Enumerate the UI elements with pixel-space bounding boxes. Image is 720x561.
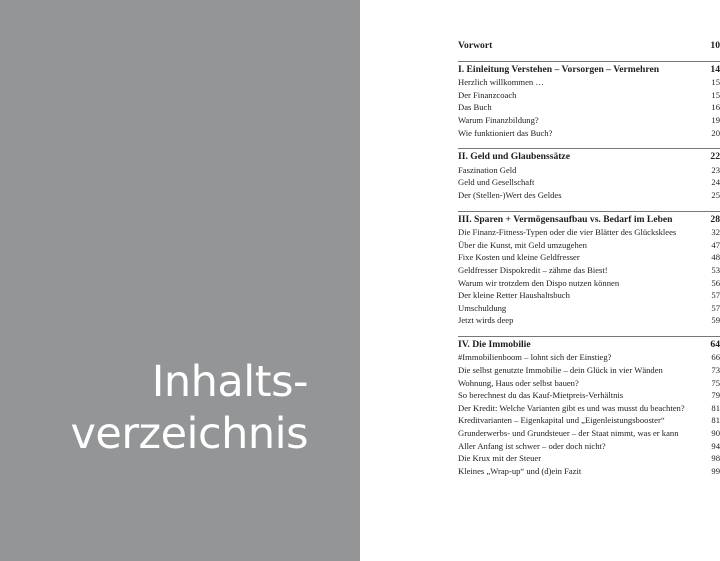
toc-entry: [458, 402, 720, 415]
section-title: I. Einleitung Verstehen – Vorsorgen – Vermehren: [458, 63, 660, 75]
title-line-2: verzeichnis: [70, 409, 308, 459]
entry-page: 57: [711, 290, 720, 301]
entry-page: 66: [711, 352, 720, 363]
toc-entry: [458, 277, 720, 290]
toc-section-heading: [458, 339, 720, 352]
toc-entry: [458, 289, 720, 302]
title-line-1: Inhalts-: [151, 357, 308, 407]
entry-title: Geld und Gesellschaft: [458, 177, 535, 188]
entry-page: 32: [711, 227, 720, 238]
toc-entry: [458, 226, 720, 239]
entry-page: 47: [711, 239, 720, 250]
entry-page: 98: [711, 453, 720, 464]
entry-page: 48: [711, 252, 720, 263]
toc-entry: [458, 440, 720, 453]
toc-entry: [458, 176, 720, 189]
entry-page: 75: [711, 377, 720, 388]
toc-section-heading: [458, 214, 720, 227]
toc-entry: [458, 427, 720, 440]
entry-title: Die Finanz-Fitness-Typen oder die vier Blätter des Glücksklees: [458, 227, 677, 238]
entry-title: Das Buch: [458, 102, 492, 113]
entry-page: 81: [711, 402, 720, 413]
entry-title: Warum wir trotzdem den Dispo nutzen können: [458, 277, 620, 288]
entry-title: Der Kredit: Welche Varianten gibt es und was musst du beachten?: [458, 402, 685, 413]
entry-title: Wohnung, Haus oder selbst bauen?: [458, 377, 579, 388]
section-title: II. Geld und Glaubenssätze: [458, 151, 570, 163]
section-page: 22: [710, 151, 720, 163]
entry-title: Der kleine Retter Haushaltsbuch: [458, 290, 570, 301]
toc-entry: [458, 101, 720, 114]
entry-page: 73: [711, 365, 720, 376]
entry-page: 57: [711, 302, 720, 313]
section-title: IV. Die Immobilie: [458, 338, 531, 350]
toc-entry: [458, 76, 720, 89]
toc-entry: [458, 189, 720, 202]
toc-entry: [458, 364, 720, 377]
toc-entry: [458, 89, 720, 102]
toc-entry: [458, 127, 720, 140]
entry-title: Der (Stellen-)Wert des Geldes: [458, 189, 562, 200]
entry-title: Fixe Kosten und kleine Geldfresser: [458, 252, 580, 263]
toc-entry: [458, 114, 720, 127]
entry-title: #Immobilienboom – lohnt sich der Einstieg?: [458, 352, 612, 363]
entry-page: 16: [711, 102, 720, 113]
entry-page: 81: [711, 415, 720, 426]
entry-title: Faszination Geld: [458, 164, 517, 175]
entry-title: Umschuldung: [458, 302, 507, 313]
table-of-contents: [458, 40, 720, 477]
entry-page: 15: [711, 89, 720, 100]
section-divider: [458, 336, 720, 337]
toc-entry: [458, 452, 720, 465]
entry-title: Die selbst genutzte Immobilie – dein Glück in vier Wänden: [458, 365, 663, 376]
entry-title: Kleines „Wrap-up“ und (d)ein Fazit: [458, 465, 582, 476]
toc-entry: [458, 414, 720, 427]
toc-preface-page: 10: [710, 40, 720, 51]
toc-entry: [458, 251, 720, 264]
entry-page: 90: [711, 428, 720, 439]
toc-section-heading: [458, 151, 720, 164]
toc-entry: [458, 164, 720, 177]
entry-title: Wie funktioniert das Buch?: [458, 127, 553, 138]
entry-title: Aller Anfang ist schwer – oder doch nicht?: [458, 440, 606, 451]
toc-preface-label: Vorwort: [458, 40, 493, 51]
toc-entry: [458, 389, 720, 402]
entry-title: Grunderwerbs- und Grundsteuer – der Staat nimmt, was er kann: [458, 428, 679, 439]
section-title: III. Sparen + Vermögensaufbau vs. Bedarf im Leben: [458, 213, 673, 225]
entry-page: 23: [711, 164, 720, 175]
section-divider: [458, 148, 720, 149]
entry-page: 79: [711, 390, 720, 401]
entry-page: 25: [711, 189, 720, 200]
toc-section-heading: [458, 64, 720, 77]
entry-title: Jetzt wirds deep: [458, 315, 514, 326]
entry-page: 20: [711, 127, 720, 138]
entry-title: Warum Finanzbildung?: [458, 114, 539, 125]
entry-page: 99: [711, 465, 720, 476]
entry-title: Kreditvarianten – Eigenkapital und „Eigenleistungsbooster“: [458, 415, 665, 426]
toc-entry: [458, 239, 720, 252]
section-divider: [458, 61, 720, 62]
entry-page: 94: [711, 440, 720, 451]
entry-page: 24: [711, 177, 720, 188]
entry-page: 19: [711, 114, 720, 125]
toc-entry: [458, 377, 720, 390]
entry-title: Die Krux mit der Steuer: [458, 453, 542, 464]
section-page: 14: [710, 63, 720, 75]
page-title: [70, 356, 308, 460]
section-page: 64: [710, 338, 720, 350]
entry-page: 56: [711, 277, 720, 288]
toc-entry: [458, 465, 720, 478]
entry-title: Geldfresser Dispokredit – zähme das Biest!: [458, 264, 608, 275]
toc-preface: [458, 40, 720, 53]
entry-page: 59: [711, 315, 720, 326]
entry-title: So berechnest du das Kauf-Mietpreis-Verhältnis: [458, 390, 624, 401]
section-page: 28: [710, 213, 720, 225]
entry-title: Über die Kunst, mit Geld umzugehen: [458, 239, 587, 250]
entry-title: Der Finanzcoach: [458, 89, 517, 100]
entry-page: 53: [711, 264, 720, 275]
toc-entry: [458, 302, 720, 315]
entry-page: 15: [711, 77, 720, 88]
toc-entry: [458, 351, 720, 364]
toc-entry: [458, 314, 720, 327]
entry-title: Herzlich willkommen …: [458, 77, 544, 88]
section-divider: [458, 211, 720, 212]
toc-entry: [458, 264, 720, 277]
